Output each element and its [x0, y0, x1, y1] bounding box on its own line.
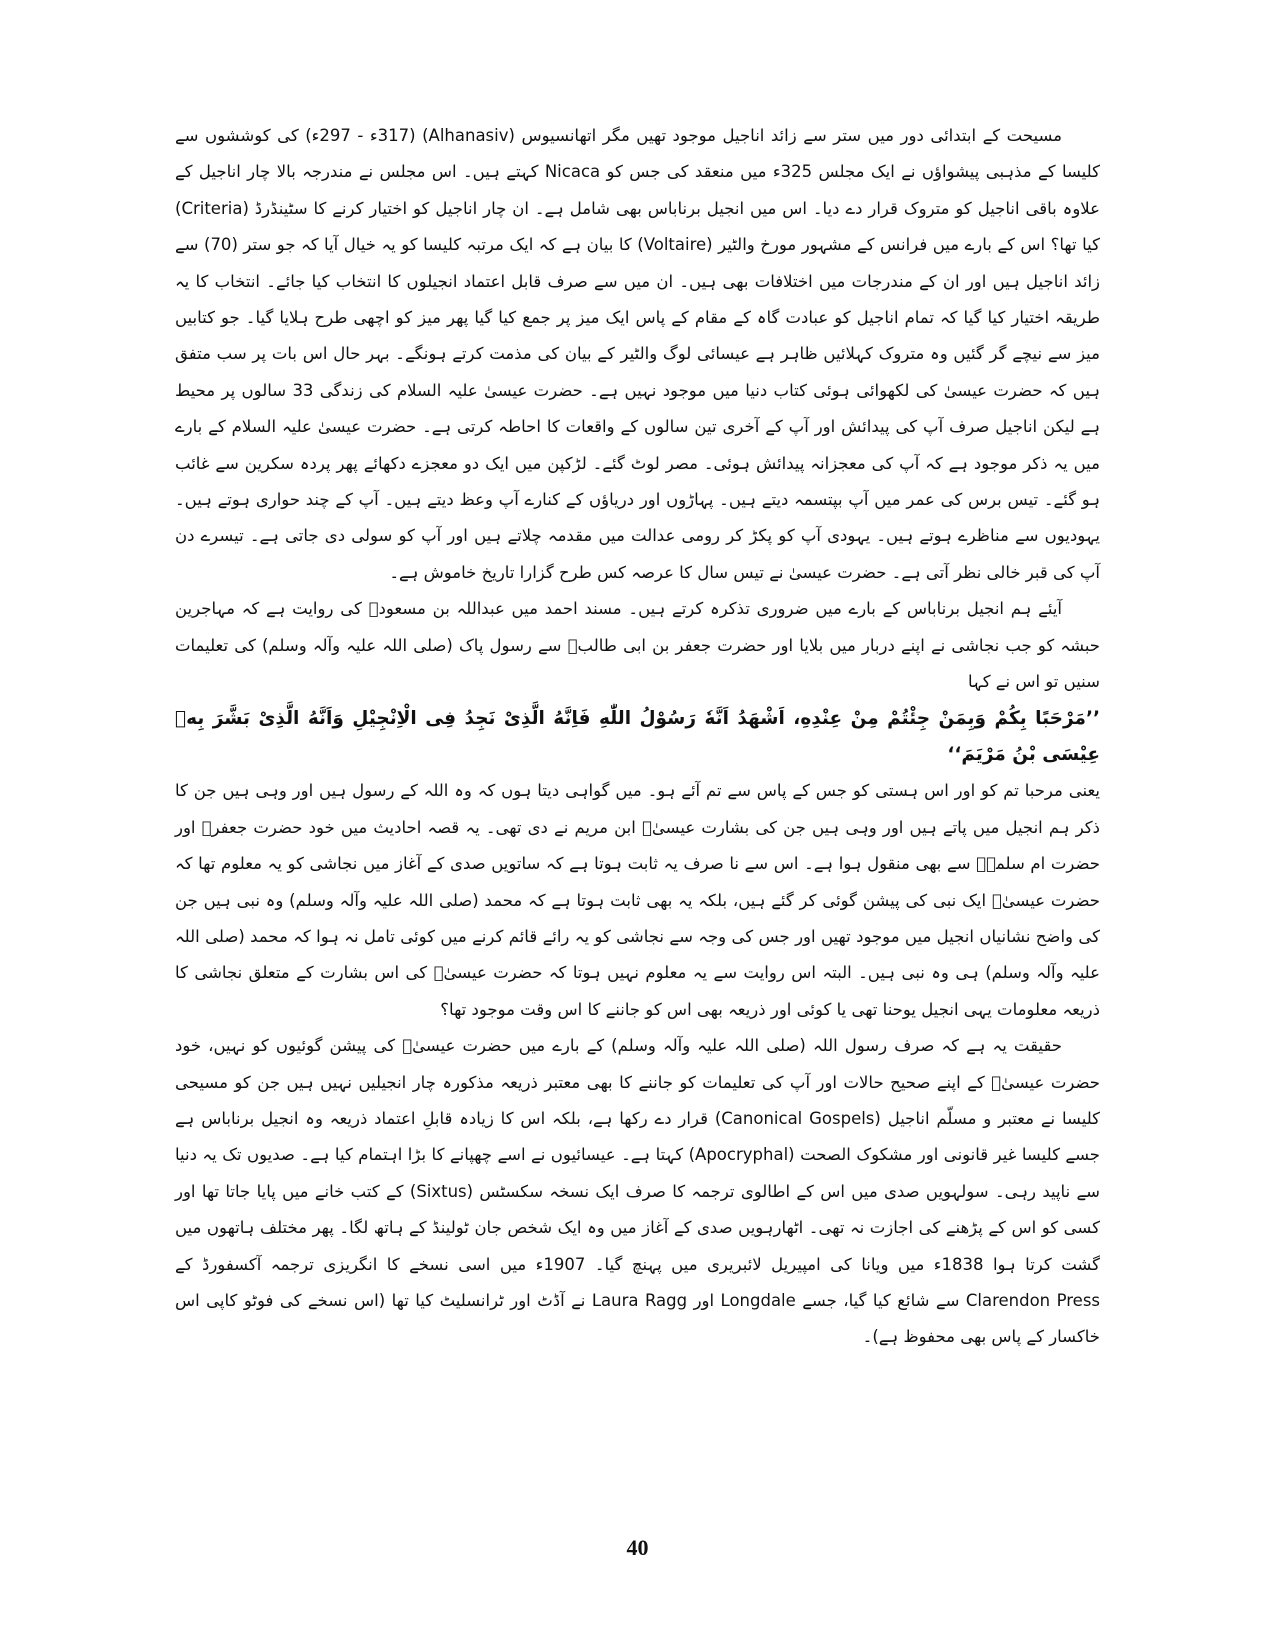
- paragraph-negus-narration: آیئے ہم انجیل برناباس کے بارے میں ضروری تذکرہ کرتے ہیں۔ مسند احمد میں عبداللہ بن مسعودؓ کی روایت ہے کہ مہاجرین حبشہ کو جب نجاشی نے اپنے دربار میں بلایا اور حضرت جعفر بن ابی طالبؓ سے رسول پاک (صلی اللہ علیہ وآلہ وسلم) کی تعلیمات سنیں تو اس نے کہا: [175, 599, 1100, 692]
- paragraph-translation: یعنی مرحبا تم کو اور اس ہستی کو جس کے پاس سے تم آئے ہو۔ میں گواہی دیتا ہوں کہ وہ اللہ کے رسول ہیں اور وہی ہیں جن کا ذکر ہم انجیل میں پاتے ہیں اور وہی ہیں جن کی بشارت عیسیٰؑ ابن مریم نے دی تھی۔ یہ قصہ احادیث میں خود حضرت جعفرؓ اور حضرت ام سلمہؓ سے بھی منقول ہوا ہے۔ اس سے نا صرف یہ ثابت ہوتا ہے کہ ساتویں صدی کے آغاز میں نجاشی کو یہ معلوم تھا کہ حضرت عیسیٰؑ ایک نبی کی پیشن گوئی کر گئے ہیں، بلکہ یہ بھی ثابت ہوتا ہے کہ محمد (صلی اللہ علیہ وآلہ وسلم) وہ نبی ہیں جن کی واضح نشانیاں انجیل میں موجود تھیں اور جس کی وجہ سے نجاشی کو یہ رائے قائم کرنے میں کوئی تامل نہ ہوا کہ محمد (صلی اللہ علیہ وآلہ وسلم) ہی وہ نبی ہیں۔ البتہ اس روایت سے یہ معلوم نہیں ہوتا کہ حضرت عیسیٰؑ کی اس بشارت کے متعلق نجاشی کا ذریعہ معلومات یہی انجیل یوحنا تھی یا کوئی اور ذریعہ بھی اس کو جاننے کا اس وقت موجود تھا؟: [175, 781, 1100, 1019]
- paragraph-gospels-history: مسیحت کے ابتدائی دور میں ستر سے زائد اناجیل موجود تھیں مگر اتھانسیوس (Alhanasiv) (317ء - 297ء) کی کوششوں سے کلیسا کے مذہبی پیشواؤں نے ایک مجلس 325ء میں منعقد کی جس کو Nicaca کہتے ہیں۔ اس مجلس نے مندرجہ بالا چار اناجیل کے علاوہ باقی اناجیل کو متروک قرار دے دیا۔ اس میں انجیل برناباس بھی شامل ہے۔ ان چار اناجیل کو اختیار کرنے کا سٹینڈرڈ (Criteria) کیا تھا؟ اس کے بارے میں فرانس کے مشہور مورخ والٹیر (Voltaire) کا بیان ہے کہ ایک مرتبہ کلیسا کو یہ خیال آیا کہ جو ستر (70) سے زائد اناجیل ہیں اور ان کے مندرجات میں اختلافات بھی ہیں۔ ان میں سے صرف قابل اعتماد انجیلوں کا انتخاب کیا جائے۔ انتخاب کا یہ طریقہ اختیار کیا گیا کہ تمام اناجیل کو عبادت گاہ کے مقام کے پاس ایک میز پر جمع کیا گیا پھر میز کو اچھی طرح ہلایا گیا۔ جو کتابیں میز سے نیچے گر گئیں وہ متروک کہلائیں ظاہر ہے عیسائی لوگ والٹیر کے بیان کی مذمت کرتے ہونگے۔ بہر حال اس بات پر سب متفق ہیں کہ حضرت عیسیٰ کی لکھوائی ہوئی کتاب دنیا میں موجود نہیں ہے۔ حضرت عیسیٰ علیہ السلام کی زندگی 33 سالوں پر محیط ہے لیکن اناجیل صرف آپ کی پیدائش اور آپ کے آخری تین سالوں کے واقعات کا احاطہ کرتی ہے۔ حضرت عیسیٰ علیہ السلام کے بارے میں یہ ذکر موجود ہے کہ آپ کی معجزانہ پیدائش ہوئی۔ مصر لوٹ گئے۔ لڑکپن میں ایک دو معجزے دکھائے پھر پردہ سکرین سے غائب ہو گئے۔ تیس برس کی عمر میں آپ بپتسمہ دیتے ہیں۔ پہاڑوں اور دریاؤں کے کنارے آپ وعظ دیتے ہیں۔ آپ کے چند حواری ہوتے ہیں۔ یہودیوں سے مناظرے ہوتے ہیں۔ یہودی آپ کو پکڑ کر رومی عدالت میں مقدمہ چلاتے ہیں اور آپ کو سولی دی جاتی ہے۔ تیسرے دن آپ کی قبر خالی نظر آتی ہے۔ حضرت عیسیٰ نے تیس سال کا عرصہ کس طرح گزارا تاریخ خاموش ہے۔: [175, 126, 1100, 582]
- arabic-quotation: ’’مَرْحَبًا بِكُمْ وَبِمَنْ جِئْتُمْ مِنْ عِنْدِهِ، اَشْهَدُ اَنَّهٗ رَسُوْلُ اللّٰهِ فَاِنَّهُ الَّذِیْ نَجِدُ فِی الْاِنْجِیْلِ وَاَنَّهُ الَّذِیْ بَشَّرَ بِهٖ عِیْسَی بْنُ مَرْیَمَ‘‘: [175, 707, 1100, 765]
- page-number: 40: [626, 1535, 649, 1560]
- page-body: [175, 118, 1100, 1356]
- paragraph-gospel-of-barnabas: حقیقت یہ ہے کہ صرف رسول اللہ (صلی اللہ علیہ وآلہ وسلم) کے بارے میں حضرت عیسیٰؑ کی پیشن گوئیوں کو نہیں، خود حضرت عیسیٰؑ کے اپنے صحیح حالات اور آپ کی تعلیمات کو جاننے کا بھی معتبر ذریعہ مذکورہ چار انجیلیں نہیں ہیں جن کو مسیحی کلیسا نے معتبر و مسلّم اناجیل (Canonical Gospels) قرار دے رکھا ہے، بلکہ اس کا زیادہ قابلِ اعتماد ذریعہ وہ انجیل برناباس ہے جسے کلیسا غیر قانونی اور مشکوک الصحت (Apocryphal) کہتا ہے۔ عیسائیوں نے اسے چھپانے کا بڑا اہتمام کیا ہے۔ صدیوں تک یہ دنیا سے ناپید رہی۔ سولہویں صدی میں اس کے اطالوی ترجمہ کا صرف ایک نسخہ سکسٹس (Sixtus) کے کتب خانے میں پایا جاتا تھا اور کسی کو اس کے پڑھنے کی اجازت نہ تھی۔ اٹھارہویں صدی کے آغاز میں وہ ایک شخص جان ٹولینڈ کے ہاتھ لگا۔ پھر مختلف ہاتھوں میں گشت کرتا ہوا 1838ء میں ویانا کی امپیریل لائبریری میں پہنچ گیا۔ 1907ء میں اسی نسخے کا انگریزی ترجمہ آکسفورڈ کے Clarendon Press سے شائع کیا گیا، جسے Longdale اور Laura Ragg نے آڈٹ اور ٹرانسلیٹ کیا تھا (اس نسخے کی فوٹو کاپی اس خاکسار کے پاس بھی محفوظ ہے)۔: [175, 1036, 1101, 1347]
